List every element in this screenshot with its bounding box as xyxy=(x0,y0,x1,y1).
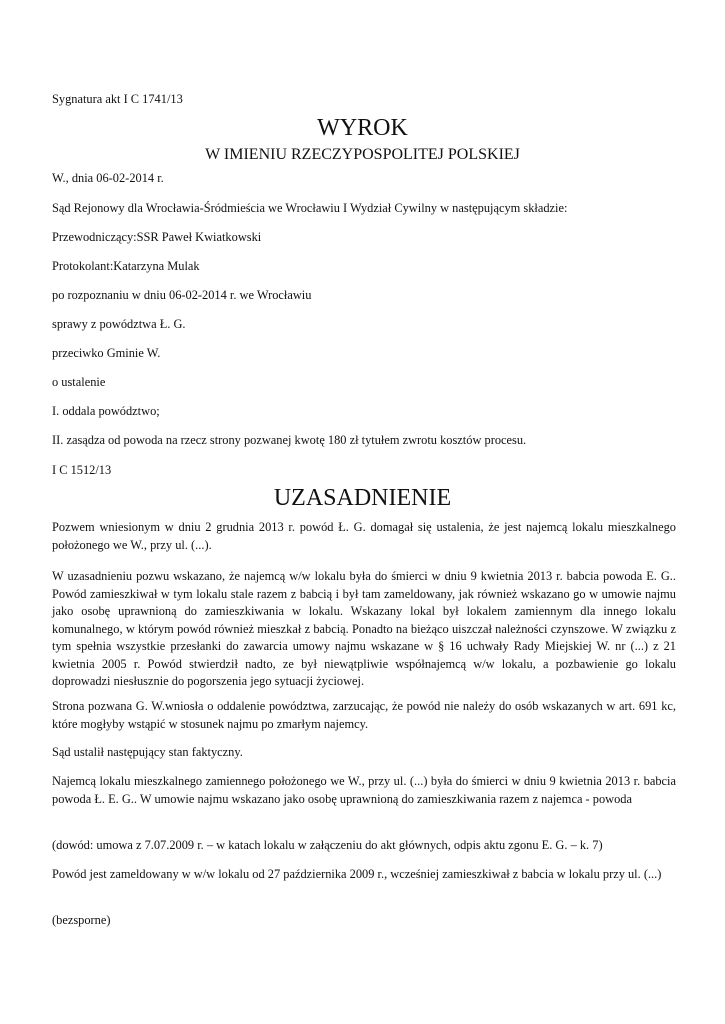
ruling-item-1: I. oddala powództwo; xyxy=(52,404,160,418)
justification-paragraph-5: Najemcą lokalu mieszkalnego zamiennego położonego we W., przy ul. (...) była do śmierci w dniu 9 kwietnia 2013 r. babcia powoda Ł. E. G.. W umowie najmu wskazano jako osobę uprawnioną do zamieszkiwania razem z najemca - powoda xyxy=(52,774,676,806)
place-date: W., dnia 06-02-2014 r. xyxy=(52,171,164,185)
court-composition: Sąd Rejonowy dla Wrocławia-Śródmieścia we Wrocławiu I Wydział Cywilny w następującym składzie: xyxy=(52,201,568,215)
case-subject: o ustalenie xyxy=(52,375,106,389)
court-clerk: Protokolant:Katarzyna Mulak xyxy=(52,259,200,273)
case-signature: Sygnatura akt I C 1741/13 xyxy=(52,92,183,106)
justification-paragraph-4: Sąd ustalił następujący stan faktyczny. xyxy=(52,745,243,759)
case-plaintiff: sprawy z powództwa Ł. G. xyxy=(52,317,186,331)
judgment-subtitle: W IMIENIU RZECZYPOSPOLITEJ POLSKIEJ xyxy=(205,146,520,163)
justification-paragraph-2: W uzasadnieniu pozwu wskazano, że najemcą w/w lokalu była do śmierci w dniu 9 kwietnia 2013 r. babcia powoda E. G.. Powód zamieszkiwał w tym lokalu stale razem z babcią i był tam zameldowany, jak również wskazano go w umowie najmu jako osobę uprawnioną do zamieszkiwania w lokalu. Wskazany lokal był lokalem zamiennym dla innego lokalu komunalnego, w którym powód również mieszkał z babcią. Ponadto na bieżąco uiszczał należności czynszowe. W związku z tym spełnia wszystkie przesłanki do zawarcia umowy najmu wskazane w § 16 uchwały Rady Miejskiej W. nr (...) z 21 kwietnia 2005 r. Powód stwierdził nadto, ze był niewątpliwie współnajemcą w/w lokalu, a pozbawienie go lokalu doprowadzi niesłusznie do pogorszenia jego sytuacji życiowej. xyxy=(52,569,676,688)
hearing-info: po rozpoznaniu w dniu 06-02-2014 r. we Wrocławiu xyxy=(52,288,312,302)
case-number-secondary: I C 1512/13 xyxy=(52,463,112,477)
evidence-note: (dowód: umowa z 7.07.2009 r. – w katach lokalu w załączeniu do akt głównych, odpis aktu zgonu E. G. – k. 7) xyxy=(52,838,603,852)
justification-title: UZASADNIENIE xyxy=(273,485,452,511)
judgment-title: WYROK xyxy=(317,115,408,141)
justification-paragraph-7: Powód jest zameldowany w w/w lokalu od 27 października 2009 r., wcześniej zamieszkiwał z babcia w lokalu przy ul. (...) xyxy=(52,867,662,881)
justification-paragraph-3: Strona pozwana G. W.wniosła o oddalenie powództwa, zarzucając, że powód nie należy do osób wskazanych w art. 691 kc, które mogłyby wstąpić w stosunek najmu po zmarłym najemcy. xyxy=(52,699,676,731)
ruling-item-2: II. zasądza od powoda na rzecz strony pozwanej kwotę 180 zł tytułem zwrotu kosztów procesu. xyxy=(52,433,527,447)
case-defendant: przeciwko Gminie W. xyxy=(52,346,161,360)
undisputed-note: (bezsporne) xyxy=(52,913,111,927)
presiding-judge: Przewodniczący:SSR Paweł Kwiatkowski xyxy=(52,230,262,244)
justification-paragraph-1: Pozwem wniesionym w dniu 2 grudnia 2013 r. powód Ł. G. domagał się ustalenia, że jest najemcą lokalu mieszkalnego położonego we W., przy ul. (...). xyxy=(52,520,676,552)
